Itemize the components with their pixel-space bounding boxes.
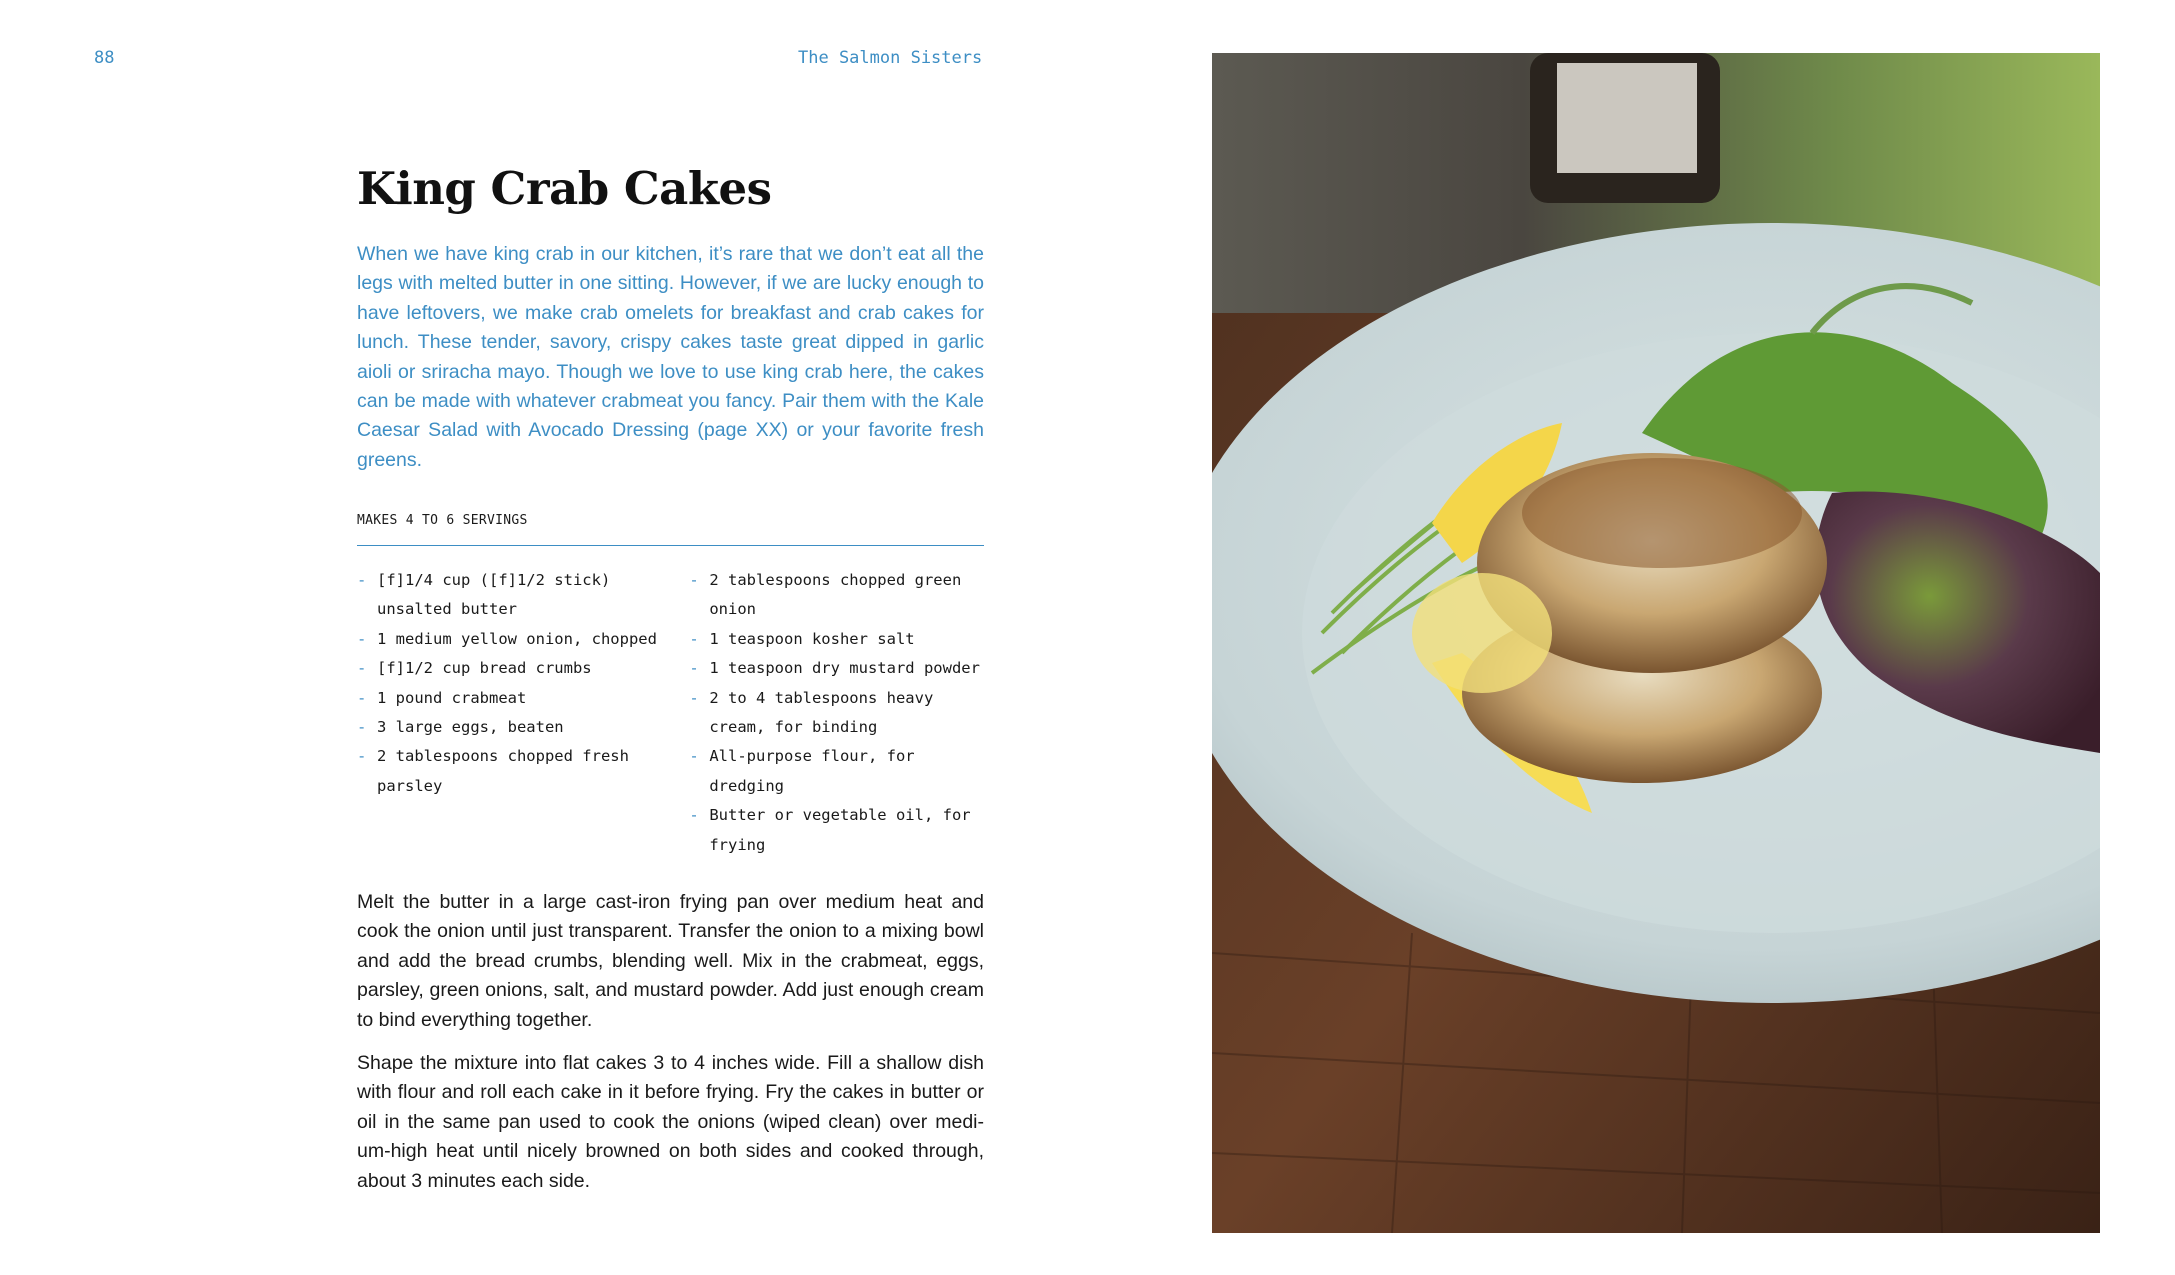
running-head-title: The Salmon Sisters (798, 48, 983, 68)
recipe-yield: MAKES 4 TO 6 SERVINGS (357, 513, 528, 528)
crab-cake-crust (1522, 458, 1802, 568)
ingredient-item (689, 625, 984, 654)
ingredient-text: 1 pound crabmeat (377, 688, 527, 707)
bullet-dash: - (689, 806, 699, 825)
ingredient-item (689, 742, 984, 801)
ingredient-item (357, 566, 671, 625)
ingredients-column-right (689, 566, 984, 860)
ingredient-text: [f]1/4 cup ([f]1/2 stick) unsalted butter (377, 571, 611, 619)
crab-cakes-photo (1212, 53, 2100, 1233)
ingredient-text: Butter or vegetable oil, for frying (709, 806, 971, 854)
ingredient-text: 1 teaspoon dry mustard powder (709, 659, 980, 678)
bullet-dash: - (689, 629, 699, 648)
ingredient-item (689, 566, 984, 625)
recipe-intro: When we have king crab in our kitchen, it’s rare that we don’t eat all the legs with melted butter in one sitting. However, if we are lucky enough to have leftovers, we make crab omelets for breakfast and crab cakes for lunch. These tender, savory, crispy cakes taste great dipped in garlic aioli or sriracha mayo. Though we love to use king crab here, the cakes can be made with whatever crabmeat you fancy. Pair them with the Kale Caesar Salad with Avocado Dressing (page XX) or your favorite fresh greens. (357, 243, 984, 471)
bullet-dash: - (689, 571, 699, 589)
divider (357, 545, 984, 546)
ingredient-text: All-purpose flour, for dredging (709, 747, 915, 795)
bullet-dash: - (357, 571, 367, 589)
ingredients-list (357, 566, 984, 860)
method-paragraph: Shape the mixture into flat cakes 3 to 4 inches wide. Fill a shallow dish with flour and roll each cake in it before frying. Fry the cakes in butter or oil in the same pan used to cook the onions (wiped clean) over medi-um-high heat until nicely browned on both sides and cooked through, about 3 minutes each side. (357, 1052, 984, 1192)
bottle-label (1557, 63, 1697, 173)
ingredient-text: 2 tablespoons chopped fresh parsley (377, 747, 629, 795)
ingredient-text: 3 large eggs, beaten (377, 718, 564, 737)
ingredient-item (357, 625, 671, 654)
ingredient-item (357, 713, 671, 742)
ingredients-column-left (357, 566, 671, 860)
bullet-dash: - (357, 718, 367, 737)
ingredient-text: [f]1/2 cup bread crumbs (377, 659, 592, 678)
ingredient-text: 1 medium yellow onion, chopped (377, 629, 657, 648)
bullet-dash: - (357, 629, 367, 648)
bullet-dash: - (357, 747, 367, 766)
ingredient-text: 2 tablespoons chopped green onion (709, 571, 962, 619)
ingredient-item (357, 742, 671, 801)
butter-pool (1412, 573, 1552, 693)
bullet-dash: - (357, 659, 367, 678)
recipe-method (357, 888, 984, 1210)
bullet-dash: - (357, 688, 367, 707)
ingredient-text: 2 to 4 tablespoons heavy cream, for binding (709, 688, 934, 737)
ingredient-item (689, 654, 984, 683)
bullet-dash: - (689, 659, 699, 678)
bullet-dash: - (689, 688, 699, 707)
ingredient-item (689, 684, 984, 743)
ingredient-item (357, 684, 671, 713)
recipe-title: King Crab Cakes (357, 162, 772, 215)
page-number: 88 (94, 48, 115, 68)
ingredient-item (689, 801, 984, 860)
ingredient-text: 1 teaspoon kosher salt (709, 629, 915, 648)
method-paragraph: Melt the butter in a large cast-iron frying pan over medium heat and cook the onion until just transparent. Transfer the onion to a mixing bowl and add the bread crumbs, blending well. Mix in the crabmeat, eggs, parsley, green onions, salt, and mustard powder. Add just enough cream to bind everything together. (357, 891, 984, 1031)
ingredient-item (357, 654, 671, 683)
bullet-dash: - (689, 747, 699, 766)
